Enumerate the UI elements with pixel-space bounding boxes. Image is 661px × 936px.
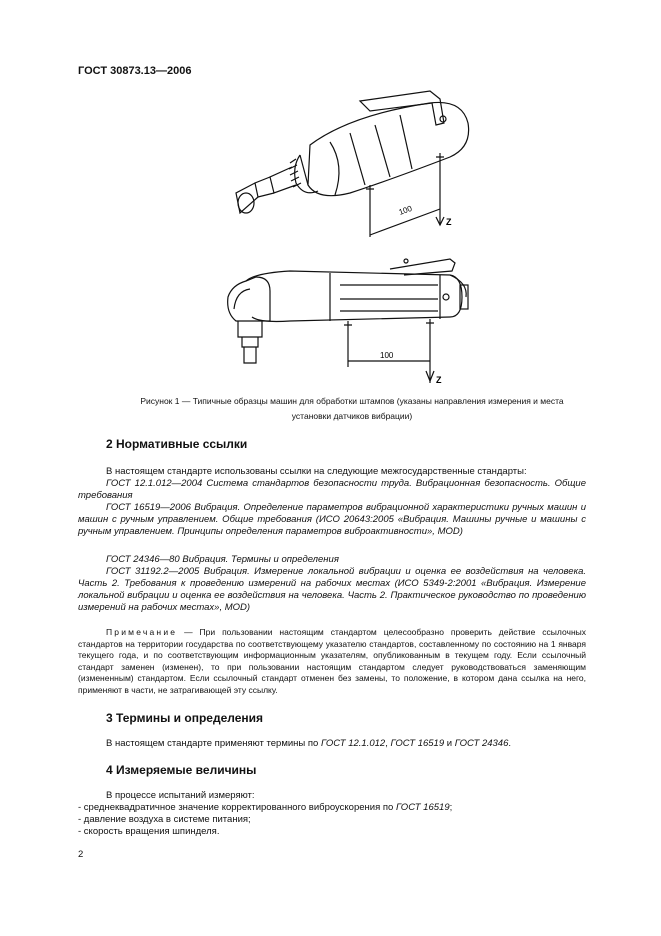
- measured-item-2: - давление воздуха в системе питания;: [78, 814, 251, 825]
- section-2-heading: 2 Нормативные ссылки: [106, 437, 248, 451]
- caption-line-2: установки датчиков вибрации): [291, 411, 413, 421]
- dim-label-top: 100: [397, 203, 414, 217]
- section-2-intro: В настоящем стандарте использованы ссылки на следующие межгосударственные стандарты:: [106, 466, 527, 477]
- dim-label-bottom: 100: [380, 351, 394, 360]
- section-3-ref-3: ГОСТ 24346: [454, 738, 509, 749]
- section-3-text: В настоящем стандарте применяют термины по ГОСТ 12.1.012, ГОСТ 16519 и ГОСТ 24346.: [106, 738, 512, 749]
- note-label: Примечание: [106, 627, 178, 637]
- section-3-heading: 3 Термины и определения: [106, 711, 264, 725]
- measured-item-1: - среднеквадратичное значение корректированного виброускорения по ГОСТ 16519;: [78, 802, 453, 813]
- section-4-heading: 4 Измеряемые величины: [106, 763, 257, 777]
- section-3-ref-2: ГОСТ 16519: [390, 738, 445, 749]
- figure-machines: [200, 85, 480, 385]
- reference-4: ГОСТ 31192.2—2005 Вибрация. Измерение локальной вибрации и оценка ее воздействия на человека. Часть 2. Требования к проведению измерений на рабочих местах (ИСО 5349-2:2001 «Вибрация. Измерение локальной вибрации и оценка ее воздействия на человека. Часть 2. Практическое руководство по проведению измерений на рабочих местах», MOD): [78, 566, 586, 613]
- measured-item-3: - скорость вращения шпинделя.: [78, 826, 220, 837]
- section-2-note: [78, 627, 586, 696]
- figure-caption: [92, 394, 612, 424]
- angle-grinder-drawing: [228, 259, 468, 383]
- note-text: — При пользовании настоящим стандартом целесообразно проверить действие ссылочных стандартов на территории государства по соответствующему указателю стандартов, составленному по состоянию на 1 января текущего года, и по соответствующим информационным указателям, опубликованным в текущем году. Если ссылочный стандарт заменен (изменен), то при пользовании настоящим стандартом следует руководствоваться заменяющим (измененным) стандартом. Если ссылочный стандарт отменен без замены, то положение, в котором дана ссылка на него, применяют в части, не затрагивающей эту ссылку.: [78, 627, 586, 695]
- reference-2: ГОСТ 16519—2006 Вибрация. Определение параметров вибрационной характеристики ручных машин и машин с ручным управлением. Общие требования (ИСО 20643:2005 «Вибрация. Машины ручные и машины с ручным управлением. Принципы определения параметров виброактивности», MOD): [78, 502, 586, 537]
- axis-label-top: Z: [446, 217, 452, 227]
- reference-3: ГОСТ 24346—80 Вибрация. Термины и определения: [106, 554, 339, 565]
- section-3-ref-1: ГОСТ 12.1.012: [320, 738, 386, 749]
- section-4-intro: В процессе испытаний измеряют:: [106, 790, 255, 801]
- reference-1: ГОСТ 12.1.012—2004 Система стандартов безопасности труда. Вибрационная безопасность. Общие требования: [78, 478, 586, 501]
- straight-grinder-drawing: [236, 91, 469, 237]
- axis-label-bottom: Z: [436, 375, 442, 385]
- caption-line-1: Рисунок 1 — Типичные образцы машин для обработки штампов (указаны направления измерения и места: [140, 396, 564, 406]
- document-header: ГОСТ 30873.13—2006: [78, 65, 192, 77]
- page-number: 2: [78, 849, 84, 860]
